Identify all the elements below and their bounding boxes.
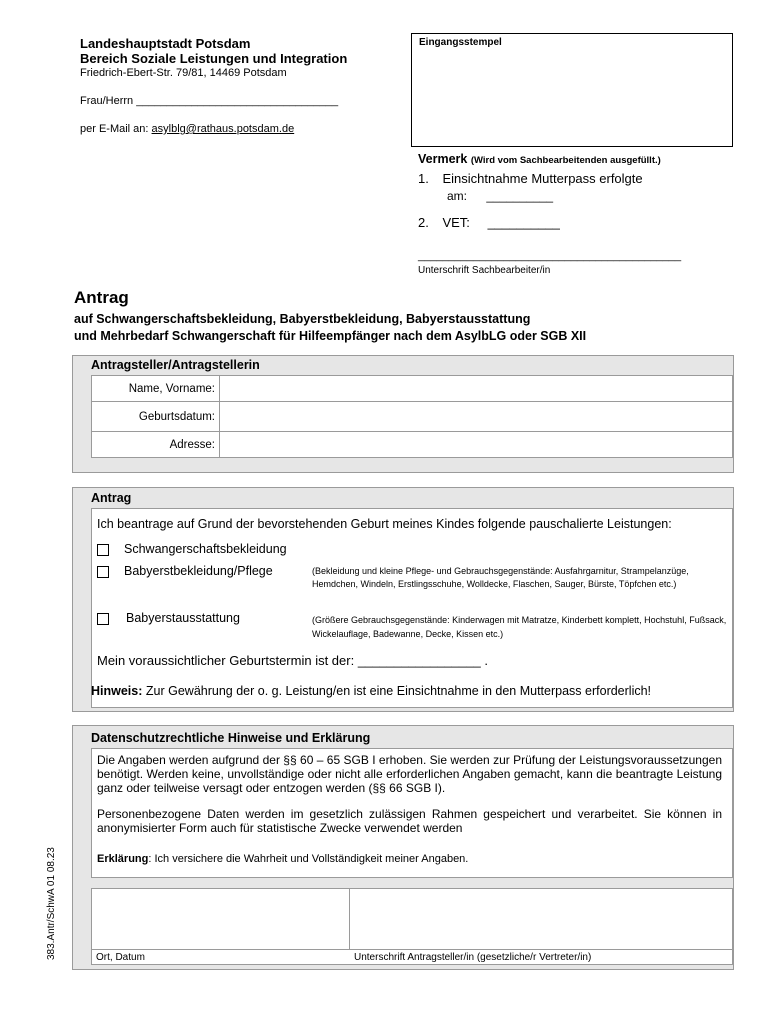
recipient-field[interactable]: Frau/Herrn _________________________________ — [80, 95, 339, 107]
applicant-signature-field[interactable] — [350, 889, 732, 949]
clerk-signature-label: Unterschrift Sachbearbeiter/in — [418, 265, 551, 276]
applicant-name-row[interactable] — [92, 376, 732, 402]
email-line: per E-Mail an: asylblg@rathaus.potsdam.de — [80, 123, 295, 135]
checkbox-baby-equipment[interactable] — [97, 613, 109, 625]
org-name: Landeshauptstadt Potsdam Bereich Soziale Leistungen und Integration — [80, 36, 348, 66]
privacy-section — [72, 725, 734, 970]
baby-equipment-label: Babyerstausstattung — [126, 611, 240, 625]
email-link[interactable]: asylblg@rathaus.potsdam.de — [151, 123, 295, 135]
baby-clothing-desc: (Bekleidung und kleine Pflege- und Gebrauchsgegenstände: Ausfahrgarnitur, Strampelanzüge, Hemdchen, Windeln, Erstlingsschuhe, Wolldecke, Flaschen, Sauger, Bürste, Töpfchen etc.) — [312, 566, 689, 589]
vermerk-item-2[interactable]: 2. VET: __________ — [418, 215, 560, 230]
privacy-section-title: Datenschutzrechtliche Hinweise und Erklärung — [91, 731, 371, 745]
applicant-birthdate-label: Geburtsdatum: — [92, 402, 220, 431]
baby-equipment-desc: (Größere Gebrauchsgegenstände: Kinderwagen mit Matratze, Kinderbett komplett, Hochstuhl, Fußsack, Wickelauflage, Badewanne, Decke, Kissen etc.) — [312, 615, 727, 639]
declaration: Erklärung: Ich versichere die Wahrheit und Vollständigkeit meiner Angaben. — [97, 853, 469, 865]
vermerk-title: Vermerk (Wird vom Sachbearbeitenden ausgefüllt.) — [418, 152, 661, 166]
receipt-stamp-box — [411, 33, 733, 147]
request-box — [91, 508, 733, 708]
request-intro: Ich beantrage auf Grund der bevorstehenden Geburt meines Kindes folgende pauschalierte Leistungen: — [97, 517, 672, 531]
maternity-clothing-label: Schwangerschaftsbekleidung — [124, 542, 287, 556]
privacy-paragraph-2: Personenbezogene Daten werden im gesetzlich zulässigen Rahmen gespeichert und verarbeitet. Sie können in anonymisierter Form auch für statistische Zwecke verwendet werden — [97, 807, 722, 835]
applicant-section-title: Antragsteller/Antragstellerin — [91, 358, 260, 372]
due-date-field[interactable]: Mein voraussichtlicher Geburtstermin ist der: _________________ . — [97, 653, 488, 668]
privacy-box — [91, 748, 733, 878]
stamp-label: Eingangsstempel — [419, 37, 502, 48]
signature-grid — [91, 888, 733, 965]
request-section-title: Antrag — [91, 491, 132, 505]
clerk-signature-line: ___________________________________________ — [418, 250, 682, 262]
checkbox-baby-clothing[interactable] — [97, 566, 109, 578]
baby-clothing-label: Babyerstbekleidung/Pflege — [124, 564, 273, 578]
vermerk-item-1-date[interactable]: am: __________ — [447, 189, 554, 203]
place-date-field[interactable] — [92, 889, 350, 949]
applicant-birthdate-row[interactable] — [92, 402, 732, 432]
checkbox-maternity-clothing[interactable] — [97, 544, 109, 556]
request-section — [72, 487, 734, 712]
page-title: Antrag — [74, 288, 129, 307]
privacy-paragraph-1: Die Angaben werden aufgrund der §§ 60 – 65 SGB I erhoben. Sie werden zur Prüfung der Leistungsvoraussetzungen benötigt. Werden keine, unvollständige oder nicht alle erforderlichen Angaben gemacht, kann die beantragte Leistung ganz oder teilweise versagt oder entzogen werden (§§ 66 SGB I). — [97, 753, 722, 795]
form-code: 383.Antr/SchwA 01 08.23 — [46, 847, 57, 960]
hint-text: Hinweis: Zur Gewährung der o. g. Leistung/en ist eine Einsichtnahme in den Mutterpass erforderlich! — [91, 684, 652, 698]
org-address: Friedrich-Ebert-Str. 79/81, 14469 Potsdam — [80, 67, 287, 79]
applicant-address-label: Adresse: — [92, 432, 220, 458]
applicant-signature-label: Unterschrift Antragsteller/in (gesetzliche/r Vertreter/in) — [354, 952, 592, 963]
applicant-grid — [91, 375, 733, 458]
vermerk-item-1: 1. Einsichtnahme Mutterpass erfolgte — [418, 171, 643, 186]
place-date-label: Ort, Datum — [96, 952, 145, 963]
applicant-section — [72, 355, 734, 473]
applicant-name-label: Name, Vorname: — [92, 376, 220, 401]
applicant-address-row[interactable] — [92, 432, 732, 458]
page-subtitle: auf Schwangerschaftsbekleidung, Babyerstbekleidung, Babyerstausstattung und Mehrbedarf Schwangerschaft für Hilfeempfänger nach dem AsylbLG oder SGB XII — [74, 312, 587, 343]
